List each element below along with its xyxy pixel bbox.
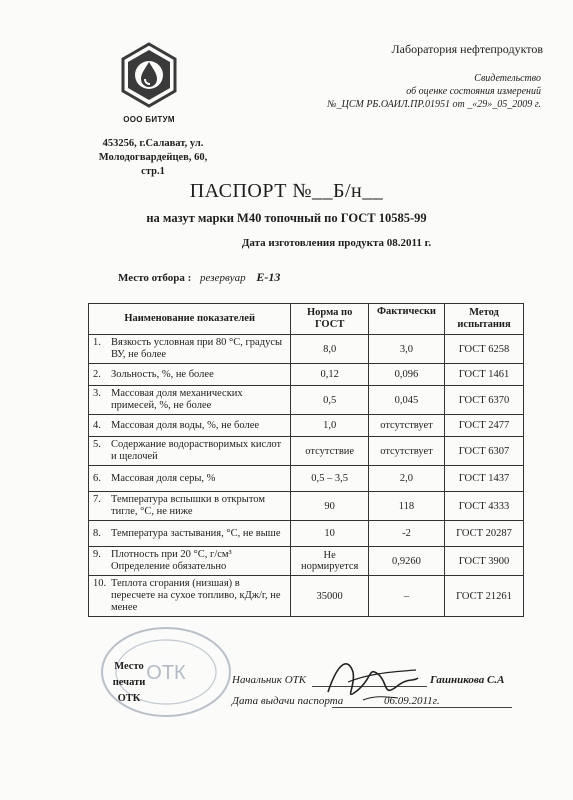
cell-indicator [89,386,291,415]
cell-indicator [89,466,291,492]
cell-actual: – [368,576,444,617]
cell-indicator [89,576,291,617]
cell-actual: 3,0 [368,335,444,364]
cell-actual: -2 [368,521,444,547]
row-number: 10. [93,578,107,589]
row-name: Плотность при 20 °С, г/см³ Определение обязательно [111,549,232,572]
cell-norm: 8,0 [291,335,369,364]
cell-actual: отсутствует [368,437,444,466]
cell-method: ГОСТ 3900 [445,547,524,576]
row-name: Вязкость условная при 80 °С, градусы ВУ, не более [111,337,283,360]
issued-date: 06.09.2011г. [384,695,440,707]
cell-actual: 0,045 [368,386,444,415]
cell-method: ГОСТ 2477 [445,415,524,437]
cell-actual: отсутствует [368,415,444,437]
row-name: Массовая доля серы, % [111,472,216,484]
row-name: Содержание водорастворимых кислот и щелочей [111,439,282,462]
row-number: 6. [93,472,101,484]
row-name: Зольность, %, не более [111,368,214,380]
cell-norm: 0,5 [291,386,369,415]
cell-method: ГОСТ 4333 [445,492,524,521]
sampling-value: резервуар [200,272,246,284]
cert-line: №_ЦСМ РБ.ОАИЛ.ПР.01951 от _«29»_05_2009 г. [327,99,541,110]
row-name: Температура застывания, °С, не выше [111,527,281,539]
cell-norm: 10 [291,521,369,547]
stamp-place-label: Место печати ОТК [112,661,146,704]
row-number: 1. [93,337,101,348]
cell-method: ГОСТ 1461 [445,364,524,386]
address-line: Молодогвардейцев, 60, [98,152,208,163]
cert-line: об оценке состояния измерений [406,86,541,97]
passport-subtitle: на мазут марки М40 топочный по ГОСТ 10585-99 [146,211,427,225]
row-number: 8. [93,527,101,539]
cell-method: ГОСТ 6370 [445,386,524,415]
cell-indicator [89,364,291,386]
cell-method: ГОСТ 21261 [445,576,524,617]
table-row [89,547,524,576]
row-number: 5. [93,439,101,450]
cell-actual: 0,9260 [368,547,444,576]
lab-name: Лаборатория нефтепродуктов [391,42,543,56]
cell-norm: 35000 [291,576,369,617]
cell-indicator [89,437,291,466]
stamp-text: ОТК [146,662,186,684]
indicators-table [88,303,524,617]
table-row [89,335,524,364]
company-address [88,137,218,179]
issued-line [332,707,512,708]
chief-name: Гашникова С.А [430,674,505,686]
row-name: Теплота сгорания (низшая) в пересчете на сухое топливо, кДж/г, не менее [111,578,281,613]
cell-indicator [89,335,291,364]
row-number: 9. [93,549,101,560]
passport-title: ПАСПОРТ №__Б/н__ [189,180,384,202]
table-row [89,576,524,617]
cell-actual: 2,0 [368,466,444,492]
cell-norm: 1,0 [291,415,369,437]
cell-indicator [89,547,291,576]
header-norm: Норма по ГОСТ [291,304,369,335]
sampling-place [118,270,280,285]
row-number: 4. [93,419,101,431]
row-number: 7. [93,494,101,505]
sampling-label: Место отбора : [118,272,192,284]
cell-indicator [89,521,291,547]
chief-label: Начальник ОТК [232,674,307,686]
table-row [89,386,524,415]
issued-label: Дата выдачи паспорта [232,695,344,707]
cell-norm: Не нормируется [291,547,369,576]
address-line: 453256, г.Салават, ул. [102,138,204,149]
table-row [89,415,524,437]
cell-method: ГОСТ 6307 [445,437,524,466]
row-number: 2. [93,368,101,380]
row-name: Массовая доля воды, %, не более [111,419,260,431]
cell-norm: отсутствие [291,437,369,466]
row-number: 3. [93,388,101,399]
table-header-row [89,304,524,335]
table-row [89,364,524,386]
header-actual: Фактически [368,304,444,335]
header-indicator: Наименование показателей [89,304,291,335]
table-row [89,492,524,521]
row-name: Температура вспышки в открытом тигле, °С, не ниже [111,494,265,517]
cell-norm: 90 [291,492,369,521]
cell-actual: 118 [368,492,444,521]
table-row [89,437,524,466]
row-name: Массовая доля механических примесей, %, не более [111,388,243,411]
cell-method: ГОСТ 6258 [445,335,524,364]
address-line: стр.1 [141,166,165,177]
cell-indicator [89,492,291,521]
table-row [89,466,524,492]
sampling-tank: Е-13 [256,270,281,284]
cell-norm: 0,12 [291,364,369,386]
cell-norm: 0,5 – 3,5 [291,466,369,492]
cert-line: Свидетельство [474,73,541,84]
cell-actual: 0,096 [368,364,444,386]
company-name: ООО БИТУМ [123,115,175,124]
company-logo-icon [120,42,178,112]
header-method: Метод испытания [445,304,524,335]
cell-indicator [89,415,291,437]
cell-method: ГОСТ 1437 [445,466,524,492]
certificate-block [327,72,541,111]
cell-method: ГОСТ 20287 [445,521,524,547]
table-row [89,521,524,547]
production-date: Дата изготовления продукта 08.2011 г. [241,237,432,249]
